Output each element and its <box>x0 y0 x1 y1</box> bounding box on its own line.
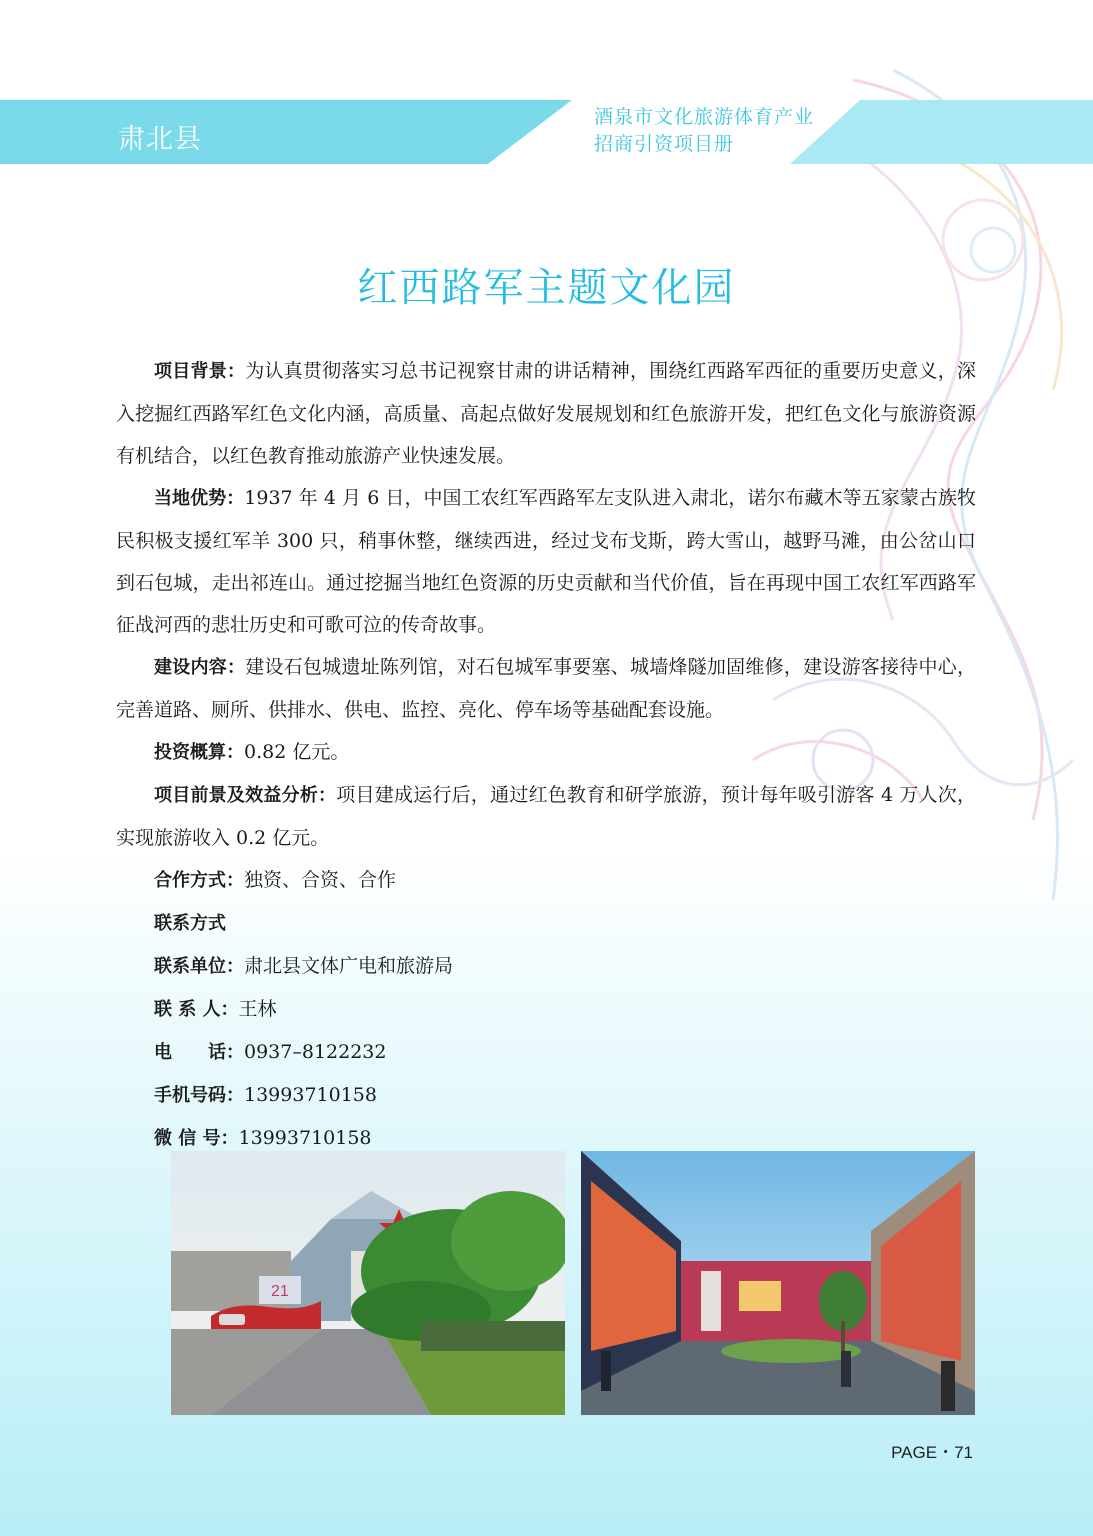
contact-mobile: 手机号码：13993710158 <box>154 1084 377 1106</box>
brochure-title-line1: 酒泉市文化旅游体育产业 <box>594 106 815 128</box>
contact-person: 联 系 人：王林 <box>154 998 277 1020</box>
contact-wechat: 微 信 号：13993710158 <box>154 1127 372 1149</box>
contact-unit: 联系单位：肃北县文体广电和旅游局 <box>154 955 454 977</box>
billboard-number: 21 <box>271 1283 289 1300</box>
section-construction: 建设内容：建设石包城遗址陈列馆，对石包城军事要塞、城墙烽隧加固维修，建设游客接待中心，完善道路、厕所、供排水、供电、监控、亮化、停车场等基础配套设施。 <box>116 656 977 721</box>
photo-courtyard <box>581 1151 975 1415</box>
photo-exhibition-hall <box>171 1151 565 1415</box>
project-description <box>116 350 976 1160</box>
contact-phone: 电 话：0937–8122232 <box>154 1041 387 1063</box>
section-investment: 投资概算：0.82 亿元。 <box>154 741 350 763</box>
section-advantages: 当地优势：1937 年 4 月 6 日，中国工农红军西路军左支队进入肃北，诺尔布藏木等五家蒙古族牧民积极支援红军羊 300 只，稍事休整，继续西进，经过戈布戈斯，跨大雪山，越野马滩，由公岔山口到石包城，走出祁连山。通过挖掘当地红色资源的历史贡献和当代价值，旨在再现中国工农红军西路军征战河西的悲壮历史和可歌可泣的传奇故事。 <box>116 487 977 636</box>
page-title: 红西路军主题文化园 <box>357 265 736 311</box>
section-background: 项目背景：为认真贯彻落实习总书记视察甘肃的讲话精神，围绕红西路军西征的重要历史意义，深入挖掘红西路军红色文化内涵，高质量、高起点做好发展规划和红色旅游开发，把红色文化与旅游资源有机结合，以红色教育推动旅游产业快速发展。 <box>116 360 977 467</box>
section-prospects: 项目前景及效益分析：项目建成运行后，通过红色教育和研学旅游，预计每年吸引游客 4 万人次，实现旅游收入 0.2 亿元。 <box>116 784 977 849</box>
page-number: PAGE・71 <box>891 1443 973 1462</box>
county-name: 肃北县 <box>118 124 202 155</box>
brochure-title-line2: 招商引资项目册 <box>594 133 735 155</box>
section-cooperation: 合作方式：独资、合资、合作 <box>154 869 397 891</box>
section-contact-heading: 联系方式 <box>154 913 226 934</box>
brochure-title <box>594 104 814 158</box>
